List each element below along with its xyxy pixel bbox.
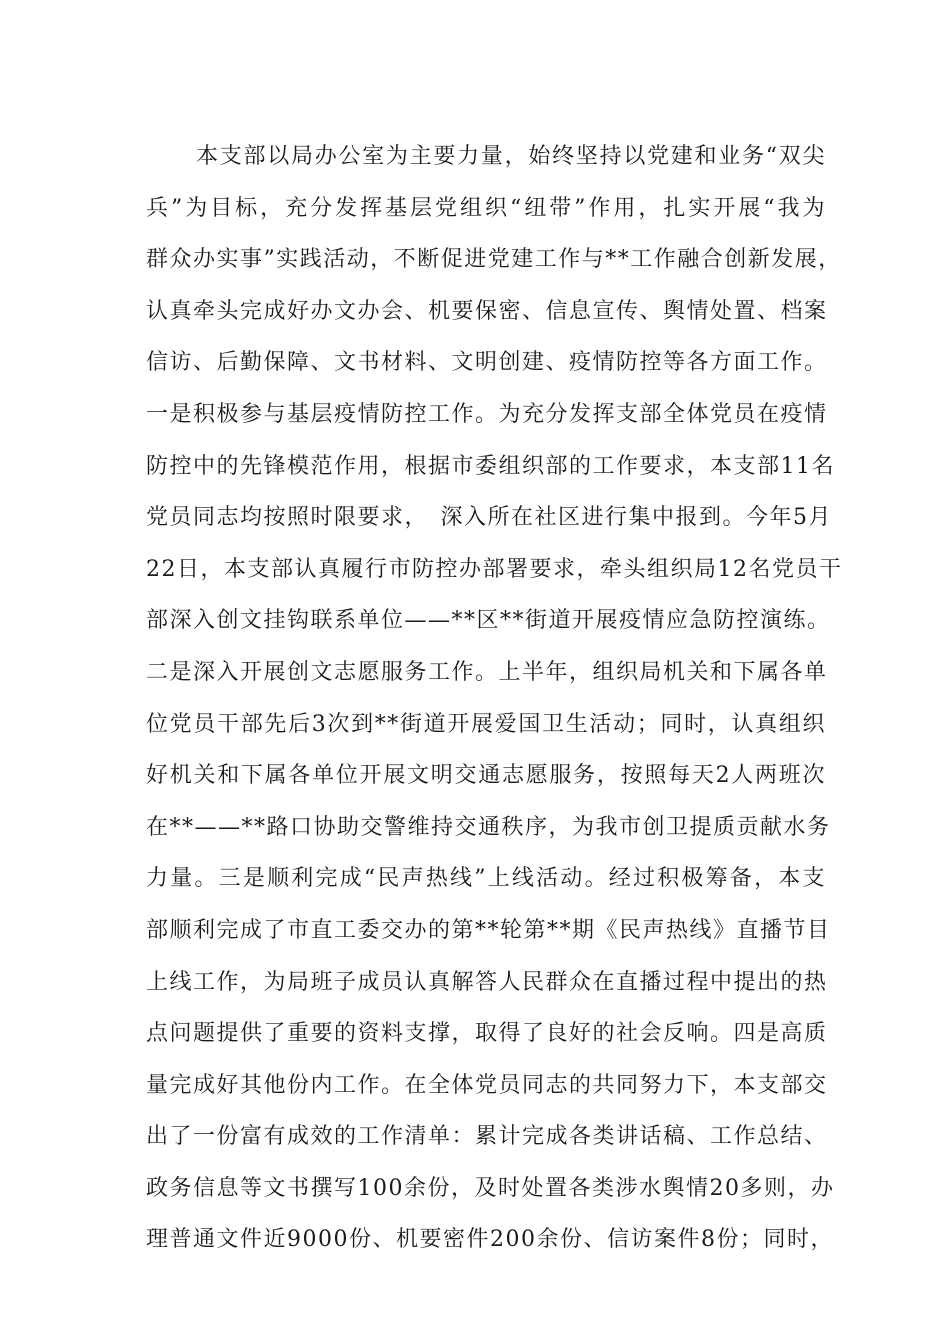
text-line: 群众办实事”实践活动，不断促进党建工作与**工作融合创新发展， [146,247,842,273]
text-line: 理普通文件近9000份、机要密件200余份、信访案件8份；同时， [146,1227,834,1253]
text-line: 一是积极参与基层疫情防控工作。为充分发挥支部全体党员在疫情 [146,401,828,427]
body-paragraph [146,131,843,1266]
text-line: 防控中的先锋模范作用，根据市委组织部的工作要求，本支部11名 [146,453,835,479]
text-line: 22日，本支部认真履行市防控办部署要求，牵头组织局12名党员干 [146,556,843,582]
text-line: 量完成好其他份内工作。在全体党员同志的共同努力下，本支部交 [146,1072,828,1098]
text-line: 党员同志均按照时限要求， 深入所在社区进行集中报到。今年5月 [146,505,832,531]
text-line: 部顺利完成了市直工委交办的第**轮第**期《民声热线》直播节目 [146,917,831,943]
text-line: 好机关和下属各单位开展文明交通志愿服务，按照每天2人两班次 [146,763,826,789]
text-line: 兵”为目标，充分发挥基层党组织“纽带”作用，扎实开展“我为 [146,195,826,221]
text-line: 出了一份富有成效的工作清单：累计完成各类讲话稿、工作总结、 [146,1124,828,1150]
text-line: 认真牵头完成好办文办会、机要保密、信息宣传、舆情处置、档案 [146,298,828,324]
text-line: 本支部以局办公室为主要力量，始终坚持以党建和业务“双尖 [196,144,826,169]
text-line: 政务信息等文书撰写100余份，及时处置各类涉水舆情20多则，办 [146,1175,835,1201]
text-line: 位党员干部先后3次到**街道开展爱国卫生活动；同时，认真组织 [146,711,826,737]
text-line: 上线工作，为局班子成员认真解答人民群众在直播过程中提出的热 [146,969,828,995]
text-line: 二是深入开展创文志愿服务工作。上半年，组织局机关和下属各单 [146,659,828,685]
text-line: 部深入创文挂钩联系单位——**区**街道开展疫情应急防控演练。 [146,608,831,634]
text-line: 力量。三是顺利完成“民声热线”上线活动。经过积极筹备，本支 [146,866,826,892]
text-line: 在**——**路口协助交警维持交通秩序，为我市创卫提质贡献水务 [146,814,831,840]
text-line: 点问题提供了重要的资料支撑，取得了良好的社会反响。四是高质 [146,1021,828,1047]
text-line: 信访、后勤保障、文书材料、文明创建、疫情防控等各方面工作。 [146,350,828,376]
